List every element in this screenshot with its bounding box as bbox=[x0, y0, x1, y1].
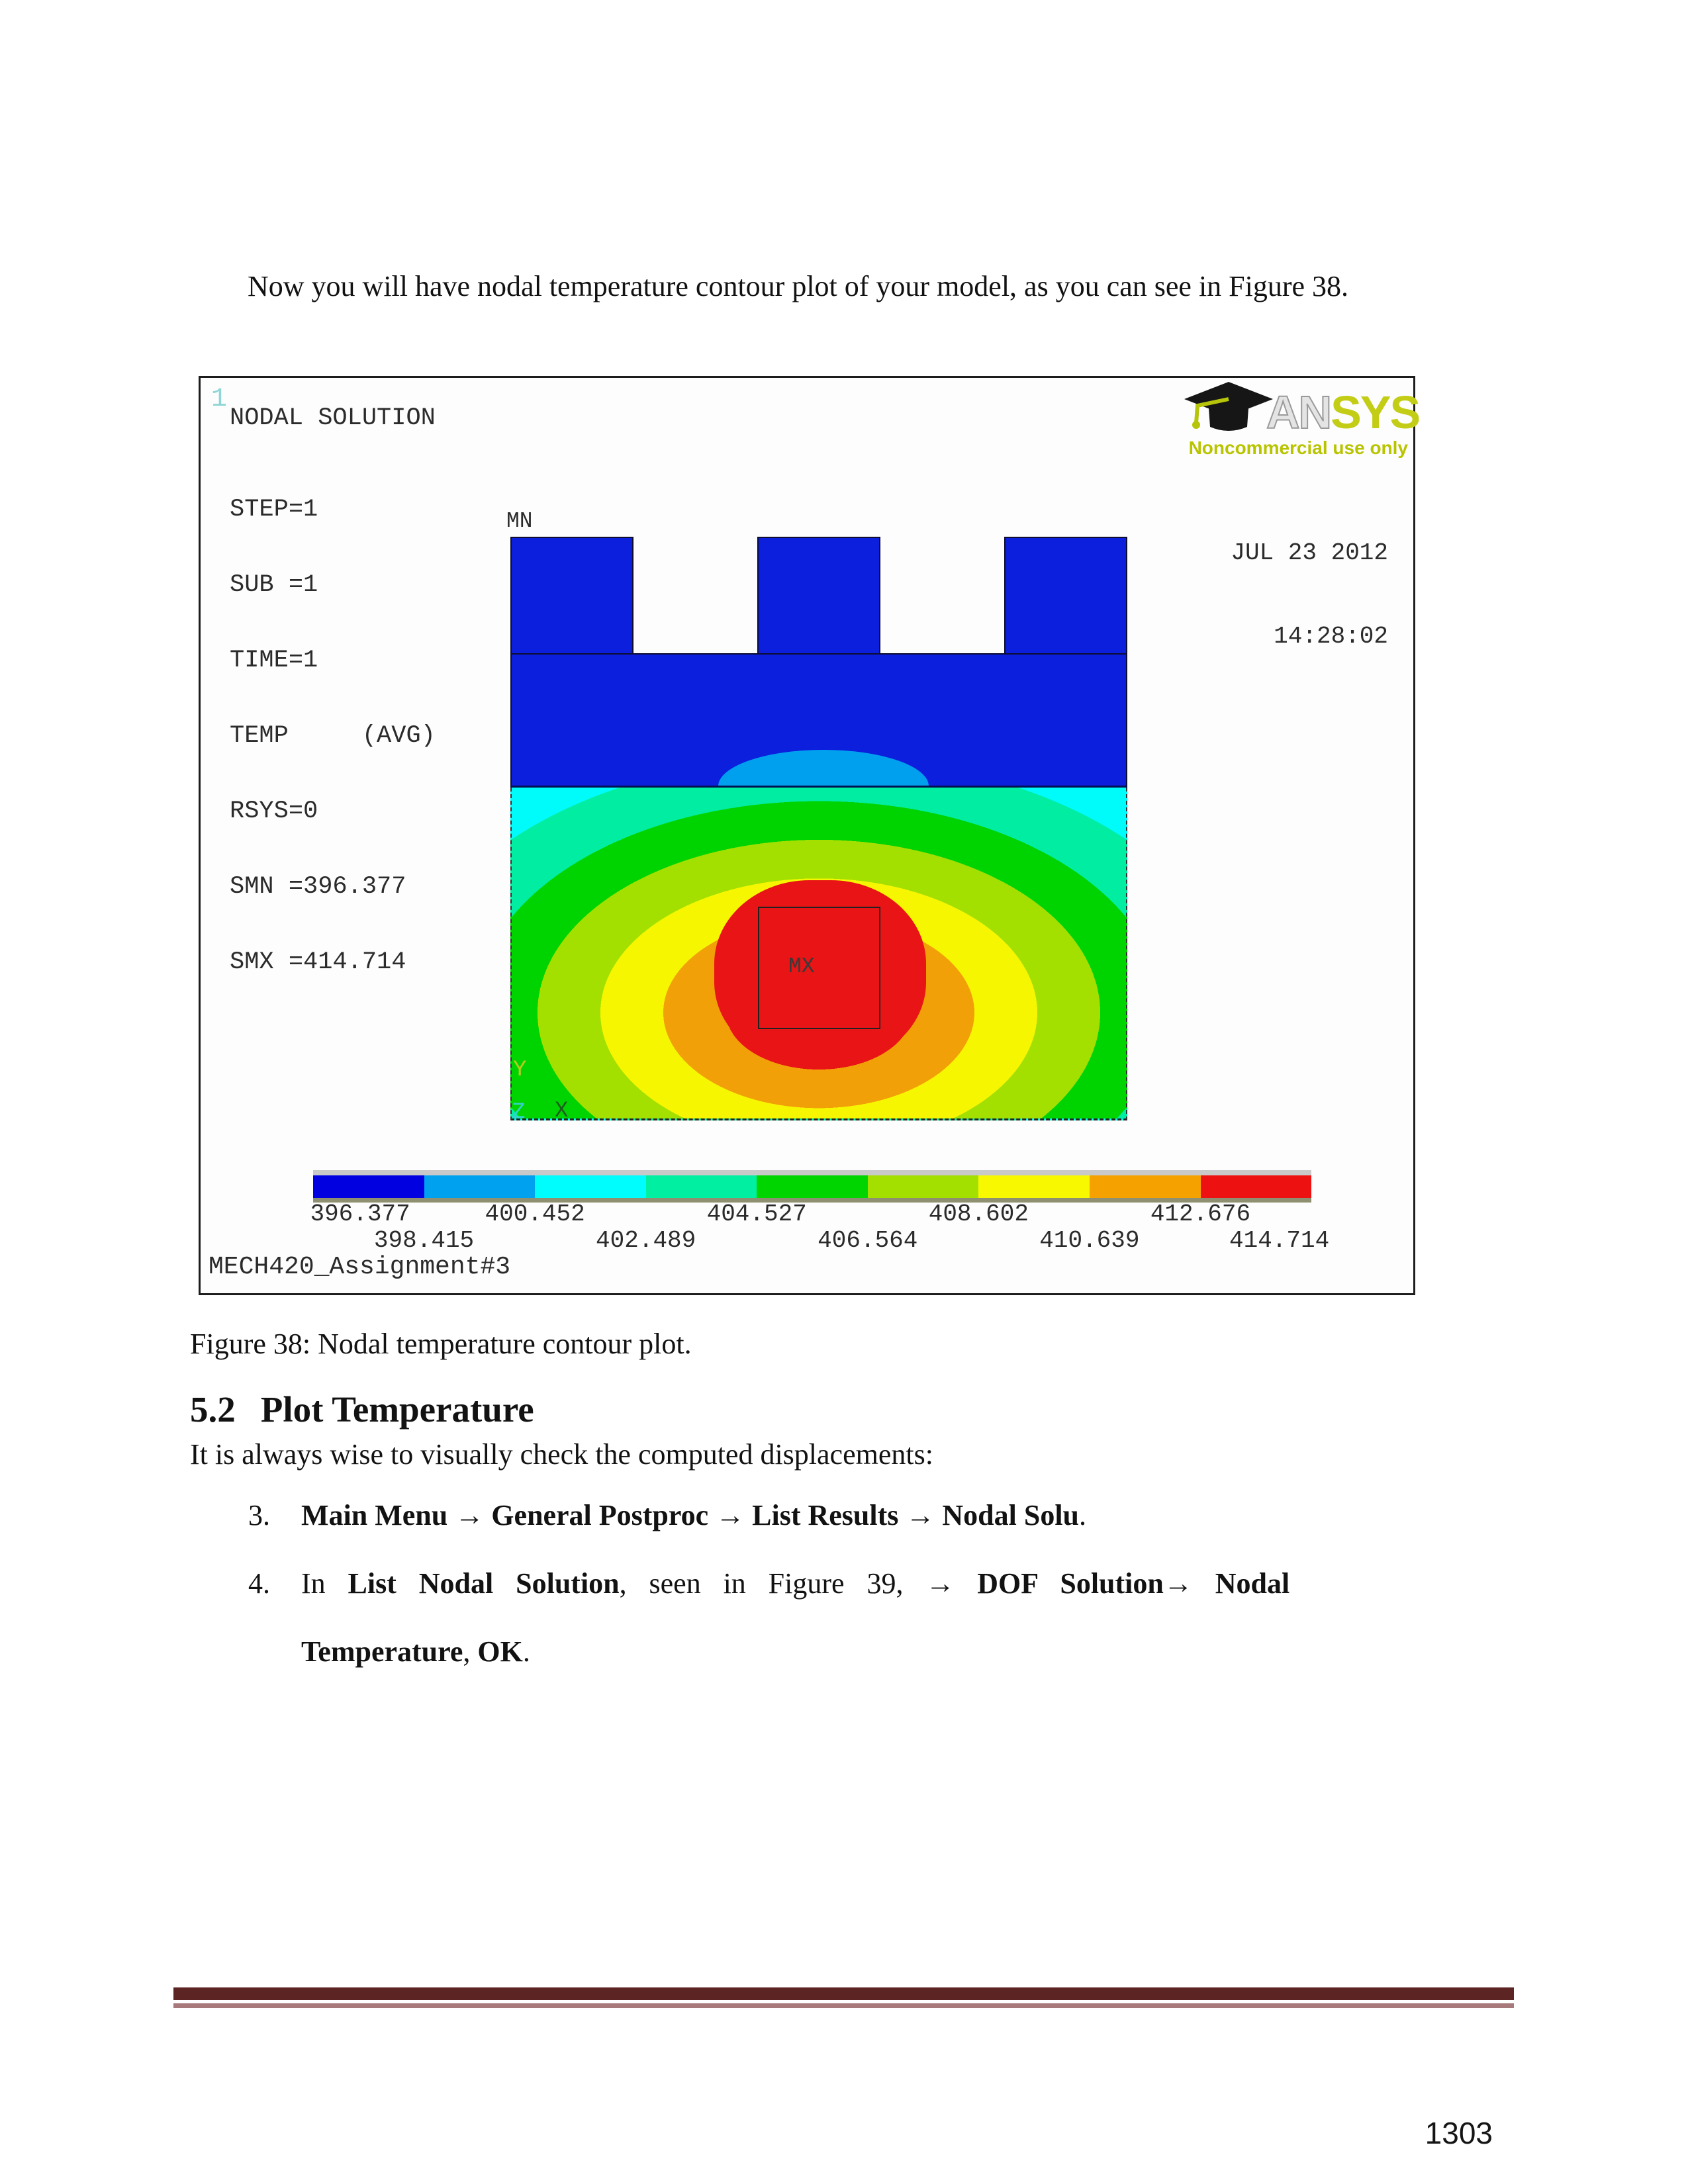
step-number: 4. bbox=[248, 1567, 270, 1600]
info-line: TEMP (AVG) bbox=[230, 722, 436, 750]
step-text-segment: Main Menu bbox=[301, 1499, 448, 1531]
section-number: 5.2 bbox=[190, 1389, 236, 1430]
analysis-title-footer: MECH420_Assignment#3 bbox=[209, 1253, 511, 1281]
colorbar-tick-value: 402.489 bbox=[596, 1227, 696, 1254]
colorbar-segment bbox=[757, 1175, 868, 1198]
step-text-segment: In bbox=[301, 1567, 348, 1600]
info-line: RSYS=0 bbox=[230, 797, 318, 825]
step-text-segment: List Results bbox=[752, 1499, 899, 1531]
info-line: SMX =414.714 bbox=[230, 948, 406, 976]
colorbar-segment bbox=[535, 1175, 646, 1198]
nodal-solution-title: NODAL SOLUTION bbox=[230, 404, 436, 432]
instruction-step bbox=[190, 1549, 1454, 1686]
colorbar-segment bbox=[868, 1175, 979, 1198]
contour-region bbox=[510, 788, 1127, 1125]
info-line: STEP=1 bbox=[230, 496, 318, 523]
instruction-list bbox=[190, 1481, 1454, 1686]
step-text-segment: OK bbox=[477, 1635, 523, 1668]
step-text-segment: List Nodal Solution bbox=[348, 1567, 620, 1600]
colorbar-tick-value: 404.527 bbox=[706, 1201, 807, 1228]
colorbar-tick-value: 412.676 bbox=[1150, 1201, 1251, 1228]
step-text-segment: Temperature bbox=[301, 1635, 463, 1668]
footer-rule bbox=[173, 1987, 1514, 2008]
ansys-logo bbox=[1266, 386, 1419, 439]
colorbar-tick-value: 414.714 bbox=[1229, 1227, 1330, 1254]
footer-rule-thick bbox=[173, 1987, 1514, 2000]
info-line: SMN =396.377 bbox=[230, 873, 406, 901]
instruction-step bbox=[190, 1481, 1454, 1549]
step-text-segment: DOF Solution bbox=[977, 1567, 1164, 1600]
step-text-segment: Nodal bbox=[1215, 1567, 1290, 1600]
step-text-segment: Nodal Solu bbox=[942, 1499, 1080, 1531]
model-fin-left bbox=[510, 537, 633, 655]
colorbar-segment bbox=[1201, 1175, 1312, 1198]
step-number: 3. bbox=[248, 1499, 270, 1531]
colorbar-segment bbox=[1090, 1175, 1201, 1198]
temperature-contour-model bbox=[510, 537, 1127, 1125]
ansys-screenshot bbox=[199, 376, 1420, 1295]
colorbar-tick-value: 396.377 bbox=[310, 1201, 410, 1228]
colorbar-segments bbox=[313, 1175, 1311, 1198]
colorbar-segment bbox=[646, 1175, 757, 1198]
step-text-segment: → bbox=[898, 1499, 943, 1531]
step-text-segment: → bbox=[708, 1499, 753, 1531]
plot-date: JUL 23 2012 bbox=[1231, 539, 1388, 567]
step-text-segment: , seen in Figure 39, → bbox=[619, 1567, 978, 1600]
info-line: TIME=1 bbox=[230, 647, 318, 674]
step-text-segment: . bbox=[1079, 1499, 1087, 1531]
info-line: SUB =1 bbox=[230, 571, 318, 599]
step-text-segment: , bbox=[463, 1635, 478, 1668]
step-text-segment: . bbox=[522, 1635, 530, 1668]
temperature-colorbar bbox=[310, 1170, 1330, 1256]
colorbar-tick-value: 398.415 bbox=[373, 1227, 475, 1254]
colorbar-segment bbox=[424, 1175, 536, 1198]
colorbar-tick-value: 406.564 bbox=[818, 1227, 918, 1254]
graduation-cap-icon bbox=[1179, 379, 1278, 442]
model-fin-right bbox=[1004, 537, 1127, 655]
plot-datetime bbox=[1231, 484, 1388, 706]
colorbar-tick-value: 410.639 bbox=[1039, 1227, 1140, 1254]
footer-rule-thin bbox=[173, 2003, 1514, 2008]
triad-y-label: Y bbox=[513, 1058, 527, 1083]
solution-info-block bbox=[230, 447, 436, 1025]
section-heading bbox=[190, 1388, 534, 1430]
colorbar-segment bbox=[978, 1175, 1090, 1198]
triad-x-label: X bbox=[555, 1099, 569, 1124]
ansys-logo-sys: SYS bbox=[1331, 387, 1420, 438]
section-intro: It is always wise to visually check the computed displacements: bbox=[190, 1438, 933, 1471]
section-title: Plot Temperature bbox=[260, 1389, 534, 1430]
max-node-box bbox=[758, 907, 880, 1029]
colorbar-segment bbox=[313, 1175, 424, 1198]
step-text-segment: General Postproc bbox=[491, 1499, 709, 1531]
triad-z-label: Z bbox=[512, 1100, 526, 1125]
step-text-segment: → bbox=[1163, 1567, 1215, 1600]
colorbar-top-strip bbox=[313, 1170, 1311, 1175]
page-number: 1303 bbox=[1425, 2116, 1493, 2150]
intro-paragraph: Now you will have nodal temperature contour plot of your model, as you can see in Figure 38. bbox=[248, 270, 1349, 302]
colorbar-tick-value: 408.602 bbox=[928, 1201, 1029, 1228]
ansys-logo-an: AN bbox=[1266, 387, 1331, 438]
max-node-label: MX bbox=[788, 954, 815, 979]
plot-time: 14:28:02 bbox=[1274, 623, 1388, 650]
model-fin-middle bbox=[757, 537, 880, 655]
noncommercial-tagline: Noncommercial use only bbox=[1188, 437, 1408, 458]
step-text-segment: → bbox=[447, 1499, 492, 1531]
min-node-label: MN bbox=[506, 509, 533, 533]
figure-caption: Figure 38: Nodal temperature contour plot. bbox=[190, 1328, 692, 1360]
colorbar-tick-value: 400.452 bbox=[485, 1201, 585, 1228]
plot-window-number: 1 bbox=[211, 385, 228, 414]
